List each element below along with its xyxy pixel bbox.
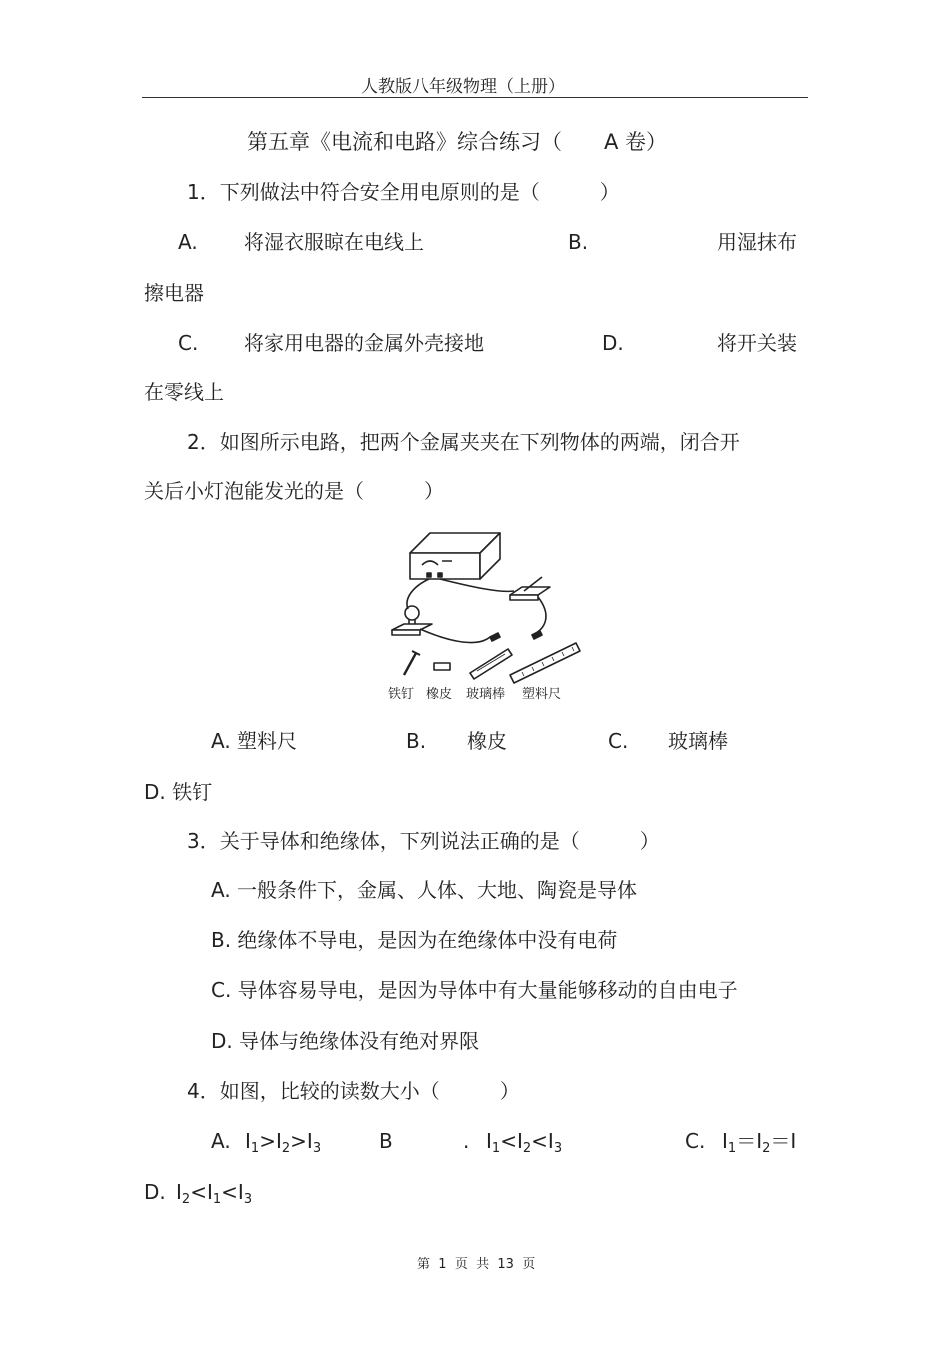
q4-option-d-expr	[176, 1180, 253, 1207]
i-symbol: I	[206, 1180, 213, 1204]
q2-option-d: D. 铁钉	[144, 780, 213, 804]
footer-gong: 共	[476, 1257, 490, 1272]
subscript: 1	[491, 1141, 501, 1156]
figure-label-eraser: 橡皮	[426, 687, 453, 702]
q4-option-b-dot: .	[463, 1129, 470, 1153]
q1-option-d-text-2: 在零线上	[144, 380, 224, 404]
subscript: 2	[281, 1141, 291, 1156]
operator: <	[190, 1180, 207, 1204]
i-symbol: I	[790, 1129, 797, 1153]
i-symbol: I	[245, 1129, 251, 1153]
operator: <	[531, 1129, 548, 1153]
i-symbol: I	[722, 1129, 728, 1153]
page-footer	[417, 1253, 535, 1272]
i-symbol: I	[756, 1129, 763, 1153]
q4-option-a-letter: A.	[211, 1129, 231, 1153]
q2-option-c-letter: C.	[608, 729, 629, 753]
figure-label-nail: 铁钉	[388, 687, 415, 702]
q1-option-a-letter: A.	[178, 230, 198, 254]
subscript: 2	[181, 1192, 191, 1207]
q2-option-c-text: 玻璃棒	[668, 729, 728, 753]
operator: <	[221, 1180, 238, 1204]
footer-ye-2: 页	[522, 1257, 536, 1272]
q2-option-b-text: 橡皮	[467, 729, 507, 753]
i-symbol: I	[486, 1129, 492, 1153]
q4-option-b-letter: B	[379, 1129, 393, 1153]
subscript: 1	[727, 1141, 737, 1156]
q4-option-b-expr	[486, 1129, 563, 1156]
q3-option-d: D. 导体与绝缘体没有绝对界限	[211, 1029, 480, 1053]
subscript: 2	[762, 1141, 771, 1156]
i-symbol: I	[547, 1129, 554, 1153]
figure-label-ruler: 塑料尺	[522, 687, 562, 702]
i-symbol: I	[275, 1129, 282, 1153]
q2-option-b-letter: B.	[406, 729, 427, 753]
q3-option-c: C. 导体容易导电，是因为导体中有大量能够移动的自由电子	[211, 978, 738, 1002]
header-rule	[142, 97, 808, 98]
q4-option-a-expr	[245, 1129, 322, 1156]
i-symbol: I	[516, 1129, 523, 1153]
q3-stem: 3．关于导体和绝缘体，下列说法正确的是（ ）	[187, 829, 660, 853]
running-header: 人教版八年级物理（上册）	[361, 77, 565, 97]
q4-option-c-letter: C.	[685, 1129, 706, 1153]
q1-option-c-text: 将家用电器的金属外壳接地	[244, 331, 484, 355]
q1-option-d-letter: D.	[602, 331, 624, 355]
q1-option-b-text-2: 擦电器	[144, 281, 204, 305]
q4-stem: 4．如图，比较的读数大小（ ）	[187, 1079, 520, 1103]
q1-option-b-letter: B.	[568, 230, 589, 254]
operator: ＝	[770, 1129, 791, 1153]
q1-option-c-letter: C.	[178, 331, 199, 355]
operator: <	[500, 1129, 517, 1153]
page-title: 第五章《电流和电路》综合练习（ A 卷）	[247, 130, 668, 154]
i-symbol: I	[176, 1180, 182, 1204]
operator: >	[259, 1129, 276, 1153]
footer-di: 第	[417, 1257, 431, 1272]
q3-option-b: B. 绝缘体不导电，是因为在绝缘体中没有电荷	[211, 928, 618, 952]
circuit-drawing	[382, 525, 582, 705]
q4-option-d-letter: D.	[144, 1180, 166, 1204]
footer-page-number: 1	[438, 1257, 447, 1272]
subscript: 3	[553, 1141, 563, 1156]
operator: >	[290, 1129, 307, 1153]
q2-option-a: A. 塑料尺	[211, 729, 298, 753]
i-symbol: I	[237, 1180, 244, 1204]
subscript: 1	[250, 1141, 260, 1156]
q3-option-a: A. 一般条件下，金属、人体、大地、陶瓷是导体	[211, 878, 638, 902]
subscript: 3	[312, 1141, 322, 1156]
subscript: 1	[212, 1192, 222, 1207]
q2-stem-line1: 2．如图所示电路，把两个金属夹夹在下列物体的两端，闭合开	[187, 430, 740, 454]
operator: ＝	[736, 1129, 757, 1153]
q1-option-d-text-1: 将开关装	[717, 331, 797, 355]
footer-ye: 页	[454, 1257, 468, 1272]
q1-stem: 1．下列做法中符合安全用电原则的是（ ）	[187, 180, 620, 204]
figure-label-glass-rod: 玻璃棒	[466, 687, 506, 702]
footer-total-pages: 13	[497, 1257, 514, 1272]
circuit-figure	[382, 525, 582, 705]
subscript: 3	[243, 1192, 253, 1207]
i-symbol: I	[306, 1129, 313, 1153]
q2-stem-line2: 关后小灯泡能发光的是（ ）	[144, 479, 444, 503]
q1-option-b-text-1: 用湿抹布	[717, 230, 797, 254]
q1-option-a-text: 将湿衣服晾在电线上	[244, 230, 424, 254]
subscript: 2	[522, 1141, 532, 1156]
q4-option-c-expr	[722, 1129, 797, 1156]
